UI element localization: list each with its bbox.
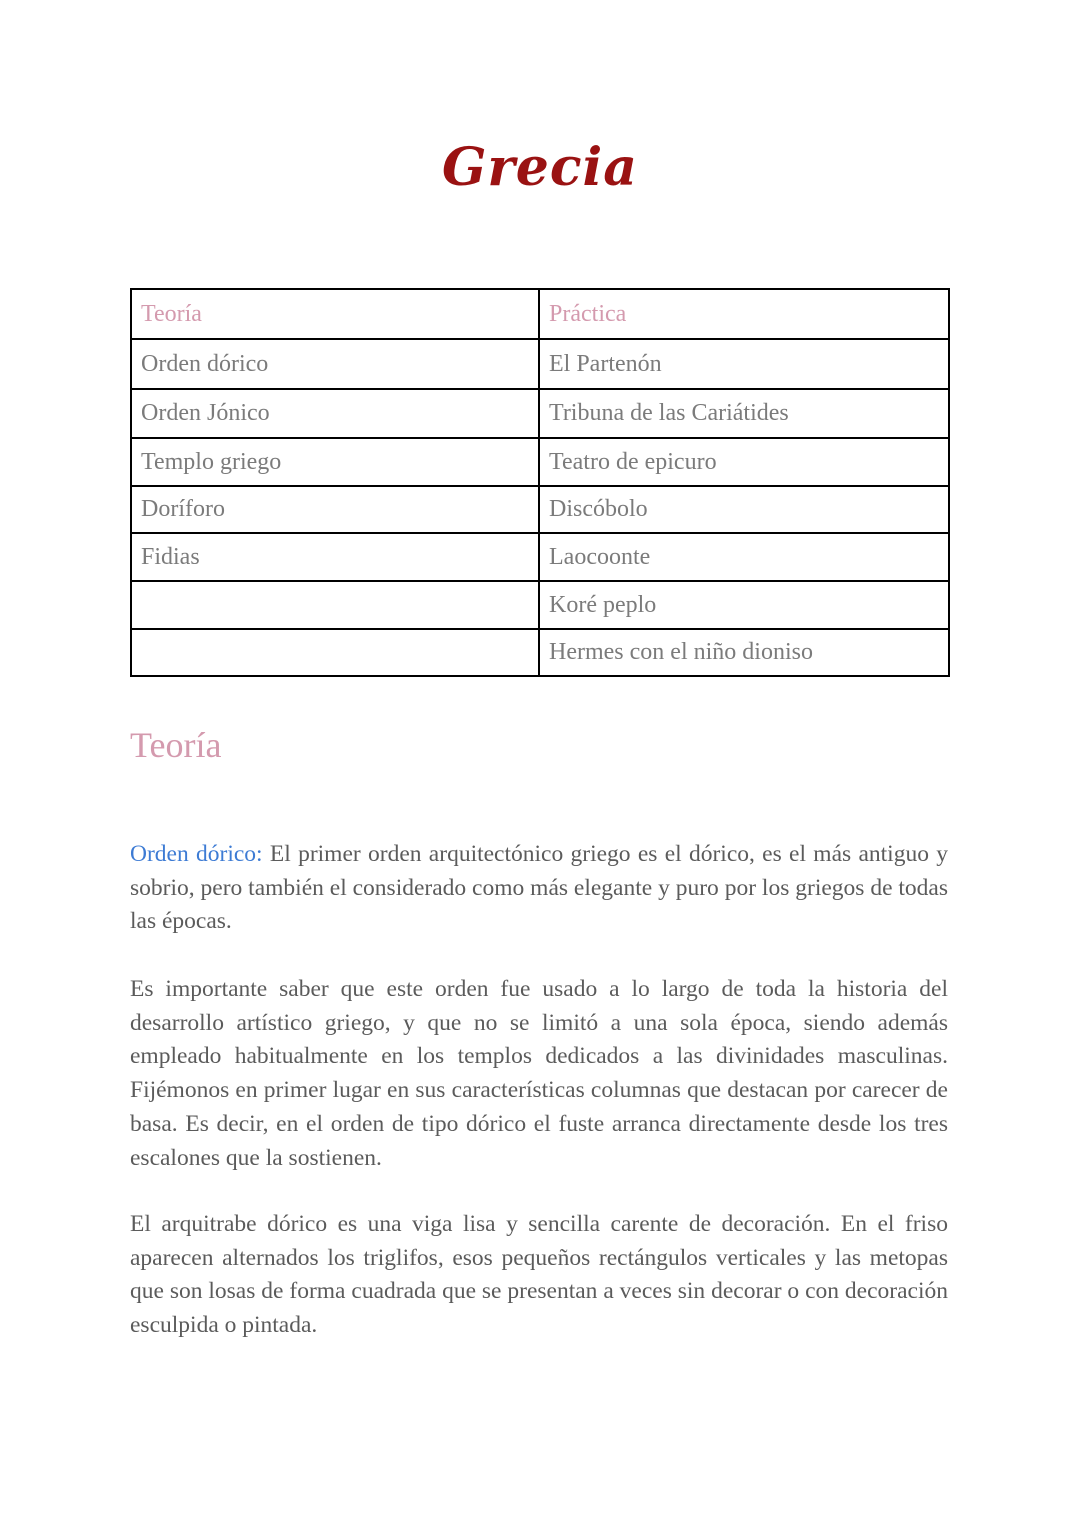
paragraph-text: Es importante saber que este orden fue usado a lo largo de toda la historia del desarrollo artístico griego, y que no se limitó a una sola época, siendo además empleado habitualmente en los templos dedicados a las divinidades masculinas. Fijémonos en primer lugar en sus características columnas que destacan por carecer de basa. Es decir, en el orden de tipo dórico el fuste arranca directamente desde los tres escalones que la sostienen. bbox=[130, 976, 948, 1171]
paragraph-text: El arquitrabe dórico es una viga lisa y sencilla carente de decoración. En el friso aparecen alternados los triglifos, esos pequeños rectángulos verticales y las metopas que son losas de forma cuadrada que se presentan a veces sin decorar o con decoración esculpida o pintada. bbox=[130, 1211, 948, 1339]
table-cell: Koré peplo bbox=[539, 581, 949, 629]
summary-table bbox=[130, 288, 950, 677]
table-row bbox=[131, 581, 949, 629]
table-cell: Templo griego bbox=[131, 438, 539, 486]
table-row bbox=[131, 533, 949, 581]
table-cell: Orden Jónico bbox=[131, 389, 539, 438]
table-header-row bbox=[131, 289, 949, 339]
table-cell: Tribuna de las Cariátides bbox=[539, 389, 949, 438]
section-heading: Teoría bbox=[130, 725, 222, 765]
paragraph-orden-dorico bbox=[130, 838, 948, 939]
table-cell: Discóbolo bbox=[539, 486, 949, 533]
table-cell: El Partenón bbox=[539, 339, 949, 389]
paragraph-historia bbox=[130, 973, 948, 1175]
table-row bbox=[131, 438, 949, 486]
paragraph-text: El primer orden arquitectónico griego es el dórico, es el más antiguo y sobrio, pero también el considerado como más elegante y puro por los griegos de todas las épocas. bbox=[130, 841, 948, 935]
table-cell: Laocoonte bbox=[539, 533, 949, 581]
table-row bbox=[131, 339, 949, 389]
table-header-cell: Práctica bbox=[539, 289, 949, 339]
table-cell: Doríforo bbox=[131, 486, 539, 533]
table-row bbox=[131, 486, 949, 533]
page-title: Grecia bbox=[442, 137, 638, 198]
table-row bbox=[131, 389, 949, 438]
table-cell bbox=[131, 629, 539, 676]
table-cell: Teatro de epicuro bbox=[539, 438, 949, 486]
table-cell: Hermes con el niño dioniso bbox=[539, 629, 949, 676]
table-cell: Fidias bbox=[131, 533, 539, 581]
term-label: Orden dórico: bbox=[130, 841, 263, 867]
table-header-cell: Teoría bbox=[131, 289, 539, 339]
table-cell: Orden dórico bbox=[131, 339, 539, 389]
paragraph-arquitrabe bbox=[130, 1208, 948, 1343]
table-row bbox=[131, 629, 949, 676]
table-cell bbox=[131, 581, 539, 629]
